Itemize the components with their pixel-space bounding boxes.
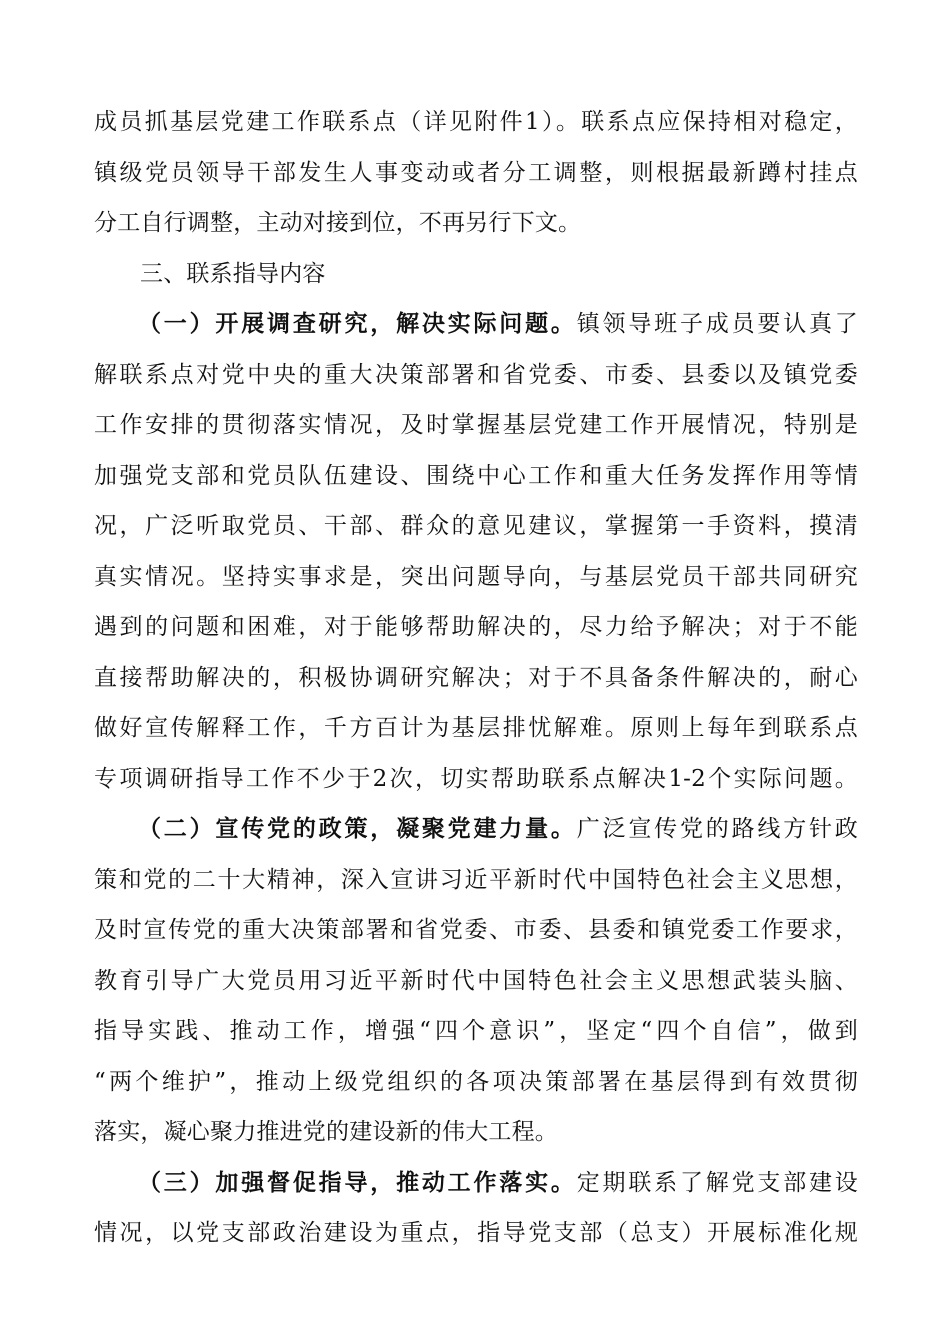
text-line: 分工自行调整，主动对接到位，不再另行下文。 [94, 210, 582, 236]
text-line: 遇到的问题和困难，对于能够帮助解决的，尽力给予解决；对于不能 [94, 614, 858, 640]
document-page [94, 97, 858, 1259]
section-heading: 三、联系指导内容 [140, 260, 326, 287]
paragraph-1-first-line [94, 299, 858, 350]
paragraph-3-heading: （三）加强督促指导，推动工作落实。 [138, 1168, 577, 1196]
paragraph-1-lead: 镇领导班子成员要认真了 [576, 311, 859, 337]
paragraph-3-first-line [94, 1158, 858, 1209]
text-line: 解联系点对党中央的重大决策部署和省党委、市委、县委以及镇党委 [94, 361, 858, 388]
text-line: 及时宣传党的重大决策部署和省党委、市委、县委和镇党委工作要求， [94, 917, 858, 943]
text-line: 直接帮助解决的，积极协调研究解决；对于不具备条件解决的，耐心 [94, 664, 858, 691]
paragraph-1-heading: （一）开展调查研究，解决实际问题。 [138, 310, 577, 337]
text-line: 工作安排的贯彻落实情况，及时掌握基层党建工作开展情况，特别是 [94, 412, 858, 438]
paragraph-2-first-line [94, 804, 858, 855]
text-line: 策和党的二十大精神，深入宣讲习近平新时代中国特色社会主义思想， [94, 866, 858, 893]
text-line: 落实，凝心聚力推进党的建设新的伟大工程。 [94, 1119, 558, 1145]
paragraph-3-lead: 定期联系了解党支部建设 [576, 1169, 859, 1196]
text-line: 做好宣传解释工作，千方百计为基层排忧解难。原则上每年到联系点 [94, 715, 858, 741]
text-line: 况，广泛听取党员、干部、群众的意见建议，掌握第一手资料，摸清 [94, 513, 858, 539]
text-line: 指导实践、推动工作，增强“四个意识”，坚定“四个自信”，做到 [94, 1018, 858, 1044]
text-line: 情况，以党支部政治建设为重点，指导党支部（总支）开展标准化规 [94, 1220, 858, 1246]
paragraph-2-heading: （二）宣传党的政策，凝聚党建力量。 [138, 815, 577, 842]
paragraph-2-lead: 广泛宣传党的路线方针政 [576, 816, 859, 842]
text-line: 成员抓基层党建工作联系点（详见附件1）。联系点应保持相对稳定， [94, 109, 858, 135]
text-line: 专项调研指导工作不少于2次，切实帮助联系点解决1-2个实际问题。 [94, 765, 858, 792]
text-line: 镇级党员领导干部发生人事变动或者分工调整，则根据最新蹲村挂点 [94, 159, 858, 186]
text-line: 加强党支部和党员队伍建设、围绕中心工作和重大任务发挥作用等情 [94, 462, 858, 489]
text-line: 真实情况。坚持实事求是，突出问题导向，与基层党员干部共同研究 [94, 563, 858, 590]
text-line: 教育引导广大党员用习近平新时代中国特色社会主义思想武装头脑、 [94, 967, 858, 994]
text-line: “两个维护”，推动上级党组织的各项决策部署在基层得到有效贯彻 [94, 1068, 858, 1095]
